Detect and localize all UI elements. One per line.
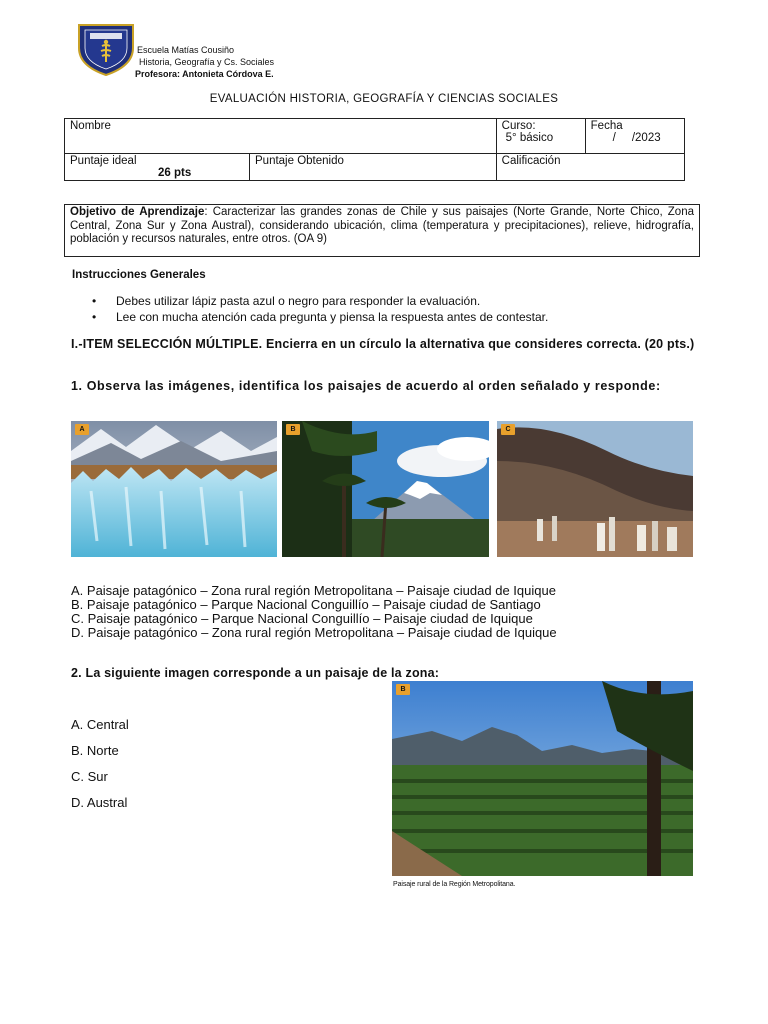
calificacion-label: Calificación xyxy=(501,155,561,167)
section-heading: I.-ITEM SELECCIÓN MÚLTIPLE. Encierra en un círculo la alternativa que consideres correcta. (20 pts.) xyxy=(71,337,695,351)
vineyard-photo xyxy=(392,681,693,876)
nombre-label: Nombre xyxy=(70,120,111,132)
puntaje-ideal-label: Puntaje ideal xyxy=(70,155,137,167)
instruction-item: • Debes utilizar lápiz pasta azul o negro para responder la evaluación. xyxy=(72,293,692,309)
obtained-score-cell[interactable] xyxy=(250,154,497,181)
curso-value: 5° básico xyxy=(505,132,554,144)
instructions-list xyxy=(72,293,692,325)
instructions-heading: Instrucciones Generales xyxy=(72,269,206,281)
info-table xyxy=(64,118,685,181)
option-a[interactable]: A. Paisaje patagónico – Zona rural región Metropolitana – Paisaje ciudad de Iquique xyxy=(71,583,556,598)
question-1-options xyxy=(71,584,701,640)
glacier-photo xyxy=(71,421,277,557)
option-c[interactable]: C. Paisaje patagónico – Parque Nacional Conguillío – Paisaje ciudad de Iquique xyxy=(71,611,533,626)
option-sur[interactable]: C. Sur xyxy=(71,769,108,784)
image-label-c: C xyxy=(501,424,515,435)
option-norte[interactable]: B. Norte xyxy=(71,743,119,758)
question-1-text: 1. Observa las imágenes, identifica los paisajes de acuerdo al orden señalado y responde: xyxy=(71,379,661,393)
page-title: EVALUACIÓN HISTORIA, GEOGRAFÍA Y CIENCIAS SOCIALES xyxy=(209,93,559,105)
image-label-a: A xyxy=(75,424,89,435)
curso-label: Curso: xyxy=(501,120,536,132)
fecha-value: / /2023 xyxy=(612,132,661,144)
ideal-score-cell xyxy=(65,154,250,181)
instruction-item: • Lee con mucha atención cada pregunta y piensa la respuesta antes de contestar. xyxy=(72,309,692,325)
option-b[interactable]: B. Paisaje patagónico – Parque Nacional Conguillío – Paisaje ciudad de Santiago xyxy=(71,597,541,612)
date-cell[interactable] xyxy=(585,119,684,154)
city-photo xyxy=(497,421,693,557)
option-d[interactable]: D. Paisaje patagónico – Zona rural región Metropolitana – Paisaje ciudad de Iquique xyxy=(71,625,557,640)
objective-box xyxy=(64,204,700,257)
subject-name: Historia, Geografía y Cs. Sociales xyxy=(139,57,275,67)
option-central[interactable]: A. Central xyxy=(71,717,129,732)
grade-cell[interactable] xyxy=(496,154,684,181)
image-label-b-vineyard: B xyxy=(396,684,410,695)
araucaria-photo xyxy=(282,421,489,557)
objective-label: Objetivo de Aprendizaje xyxy=(70,206,205,218)
puntaje-ideal-value: 26 pts xyxy=(158,167,192,179)
vineyard-caption: Paisaje rural de la Región Metropolitana. xyxy=(393,881,516,888)
objective-text: : Caracterizar las grandes zonas de Chile y sus paisajes (Norte Grande, Norte Chico, Zona Central, Zona Sur y Zona Austral), considerando ubicación, clima (temperatura y precipitaciones), relieve, hidrografía, población y recursos naturales, entre otros. (OA 9) xyxy=(70,206,694,245)
puntaje-obtenido-label: Puntaje Obtenido xyxy=(255,155,344,167)
teacher-name: Profesora: Antonieta Córdova E. xyxy=(135,69,274,79)
school-name: Escuela Matías Cousiño xyxy=(137,45,235,55)
question-2-text: 2. La siguiente imagen corresponde a un paisaje de la zona: xyxy=(71,666,440,680)
image-label-b: B xyxy=(286,424,300,435)
option-austral[interactable]: D. Austral xyxy=(71,795,128,810)
school-logo xyxy=(75,22,137,76)
name-cell[interactable] xyxy=(65,119,497,154)
fecha-label: Fecha xyxy=(590,120,623,132)
course-cell xyxy=(496,119,585,154)
question-2-options xyxy=(71,712,129,816)
